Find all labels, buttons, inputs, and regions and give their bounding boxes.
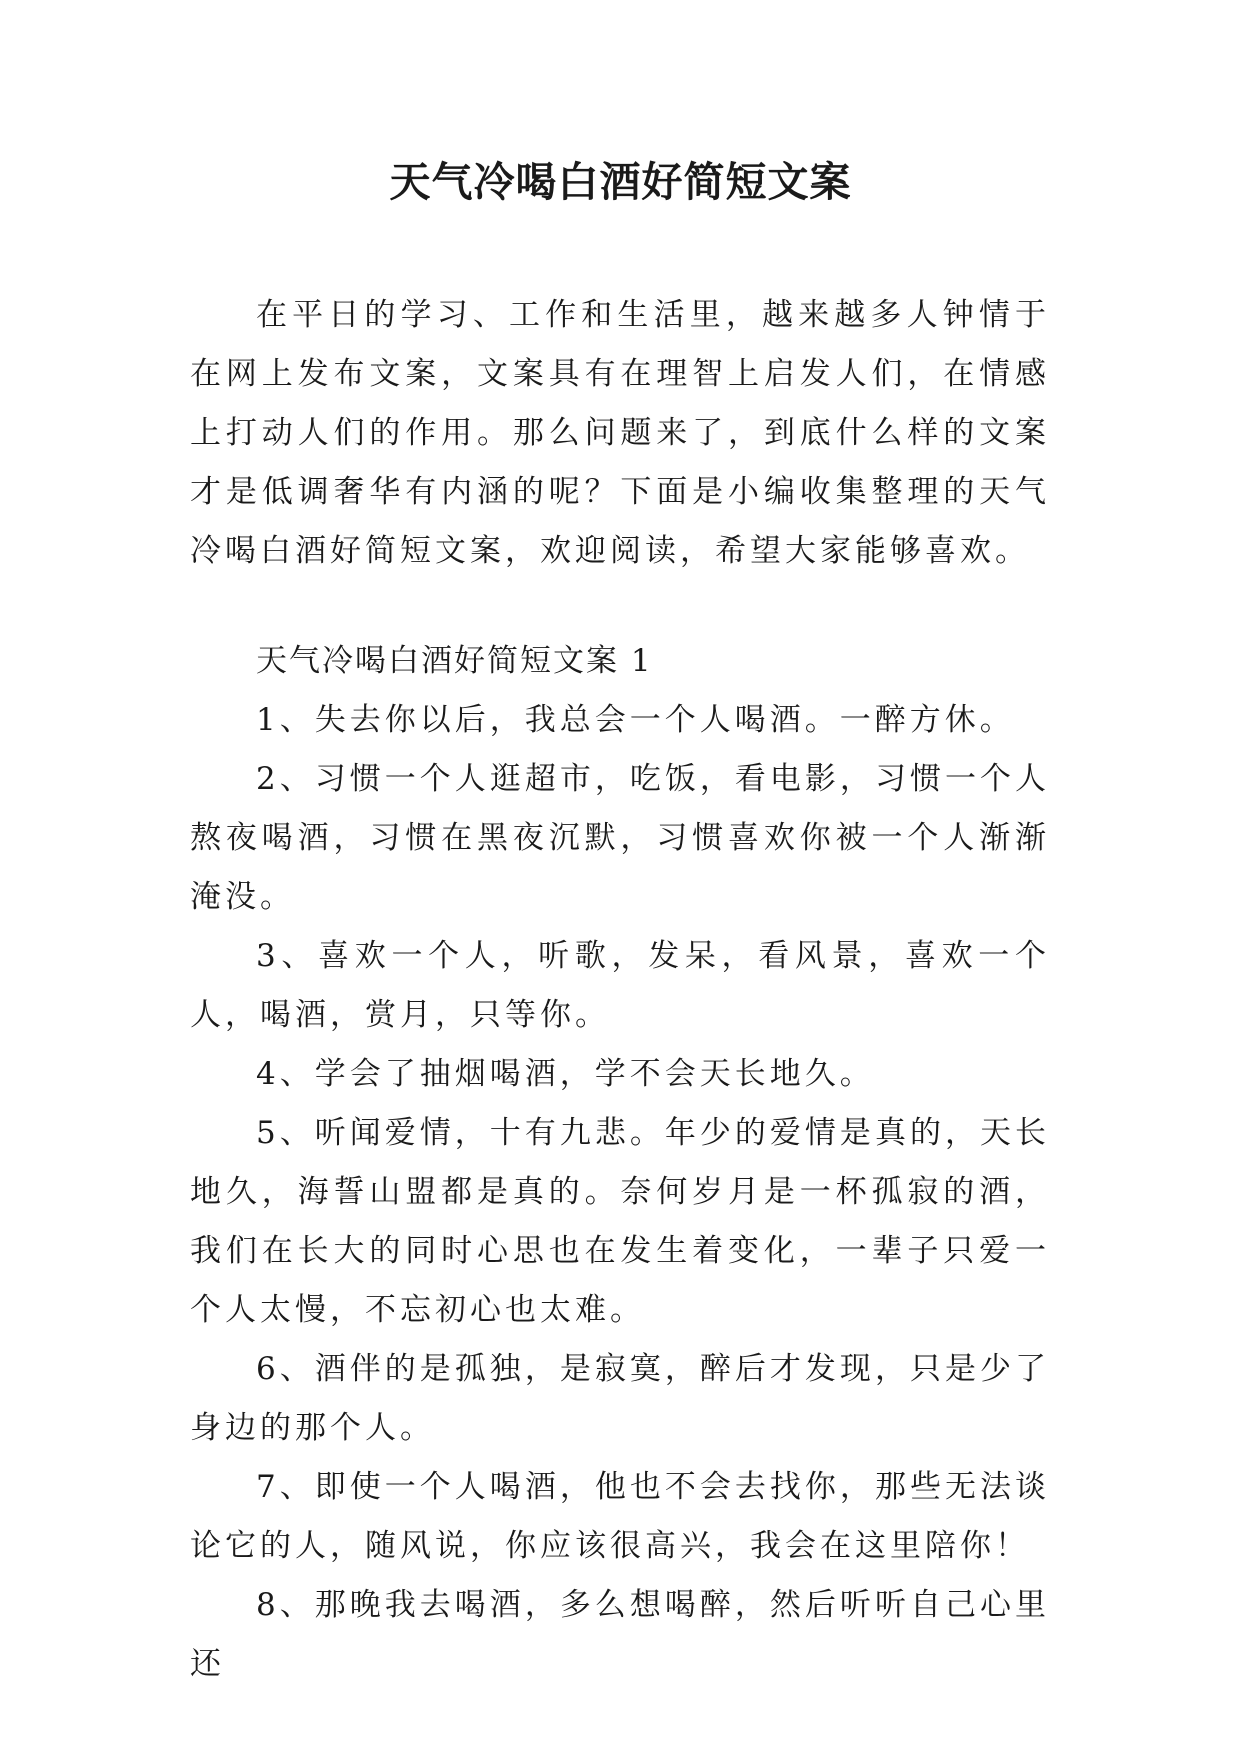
intro-block [190,286,1050,581]
list-item: 6、酒伴的是孤独，是寂寞，醉后才发现，只是少了身边的那个人。 [190,1351,1050,1446]
section-heading: 天气冷喝白酒好简短文案 1 [256,643,653,679]
list-item: 1、失去你以后，我总会一个人喝酒。一醉方休。 [256,702,1015,738]
list-item: 2、习惯一个人逛超市，吃饭，看电影，习惯一个人熬夜喝酒，习惯在黑夜沉默，习惯喜欢你被一个人渐渐淹没。 [190,761,1050,915]
list-item: 5、听闻爱情，十有九悲。年少的爱情是真的，天长地久，海誓山盟都是真的。奈何岁月是一杯孤寂的酒，我们在长大的同时心思也在发生着变化，一辈子只爱一个人太慢，不忘初心也太难。 [190,1115,1050,1328]
list-item: 8、那晚我去喝酒，多么想喝醉，然后听听自己心里还 [190,1587,1050,1682]
list-item: 3、喜欢一个人，听歌，发呆，看风景，喜欢一个人，喝酒，赏月，只等你。 [190,938,1050,1033]
content-block [190,632,1050,1694]
document-title: 天气冷喝白酒好简短文案 [389,158,852,206]
list-item: 7、即使一个人喝酒，他也不会去找你，那些无法谈论它的人，随风说，你应该很高兴，我会在这里陪你！ [190,1469,1050,1564]
intro-paragraph: 在平日的学习、工作和生活里，越来越多人钟情于在网上发布文案，文案具有在理智上启发人们，在情感上打动人们的作用。那么问题来了，到底什么样的文案才是低调奢华有内涵的呢？下面是小编收集整理的天气冷喝白酒好简短文案，欢迎阅读，希望大家能够喜欢。 [190,297,1050,569]
list-item: 4、学会了抽烟喝酒，学不会天长地久。 [256,1056,875,1092]
